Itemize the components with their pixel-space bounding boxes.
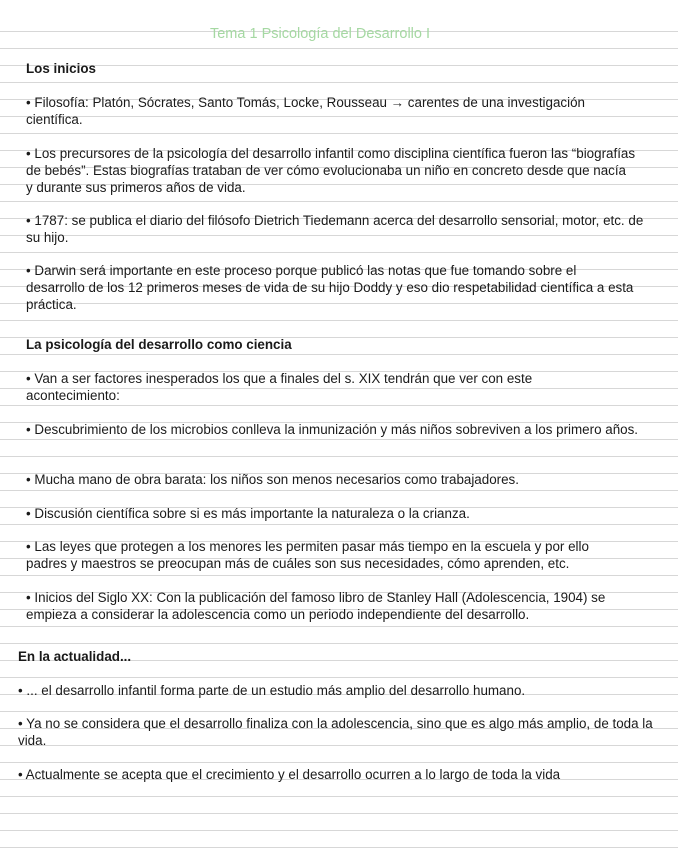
paragraph: • Discusión científica sobre si es más importante la naturaleza o la crianza. — [26, 506, 470, 521]
paragraph: • Filosofía: Platón, Sócrates, Santo Tomás, Locke, Rousseau → carentes de una investigación científica. — [26, 95, 585, 127]
section-heading: La psicología del desarrollo como ciencia — [26, 337, 292, 352]
paragraph: • Darwin será importante en este proceso porque publicó las notas que fue tomando sobre el desarrollo de los 12 primeros meses de vida de su hijo Doddy y eso dio respetabilidad científica a esta práctica. — [26, 263, 634, 312]
paragraph: • Van a ser factores inesperados los que a finales del s. XIX tendrán que ver con este acontecimiento: — [26, 371, 533, 403]
paragraph: • 1787: se publica el diario del filósofo Dietrich Tiedemann acerca del desarrollo sensorial, motor, etc. de su hijo. — [26, 213, 644, 245]
paragraph: • ... el desarrollo infantil forma parte de un estudio más amplio del desarrollo humano. — [18, 683, 526, 698]
paragraph: • Mucha mano de obra barata: los niños son menos necesarios como trabajadores. — [26, 472, 519, 487]
page-title: Tema 1 Psicología del Desarrollo I — [209, 26, 431, 42]
paragraph: • Inicios del Siglo XX: Con la publicación del famoso libro de Stanley Hall (Adolescencia, 1904) se empieza a considerar la adolescencia como un periodo independiente del desarrollo. — [26, 590, 606, 622]
paragraph: • Las leyes que protegen a los menores les permiten pasar más tiempo en la escuela y por ello padres y maestros se preocupan más de cuáles son sus necesidades, cómo aprenden, etc. — [26, 539, 589, 571]
section-heading: En la actualidad... — [18, 649, 132, 664]
paragraph: • Ya no se considera que el desarrollo finaliza con la adolescencia, sino que es algo más amplio, de toda la vida. — [18, 716, 653, 748]
paragraph: • Actualmente se acepta que el crecimiento y el desarrollo ocurren a lo largo de toda la vida — [18, 767, 561, 782]
paragraph: • Descubrimiento de los microbios conlleva la inmunización y más niños sobreviven a los primero años. — [26, 422, 639, 437]
section-heading: Los inicios — [26, 61, 96, 76]
paragraph: • Los precursores de la psicología del desarrollo infantil como disciplina científica fueron las “biografías de bebés”. Estas biografías trataban de ver cómo evolucionaba un niño en concreto desde que nacía y durante sus primeros años de vida. — [26, 146, 636, 195]
